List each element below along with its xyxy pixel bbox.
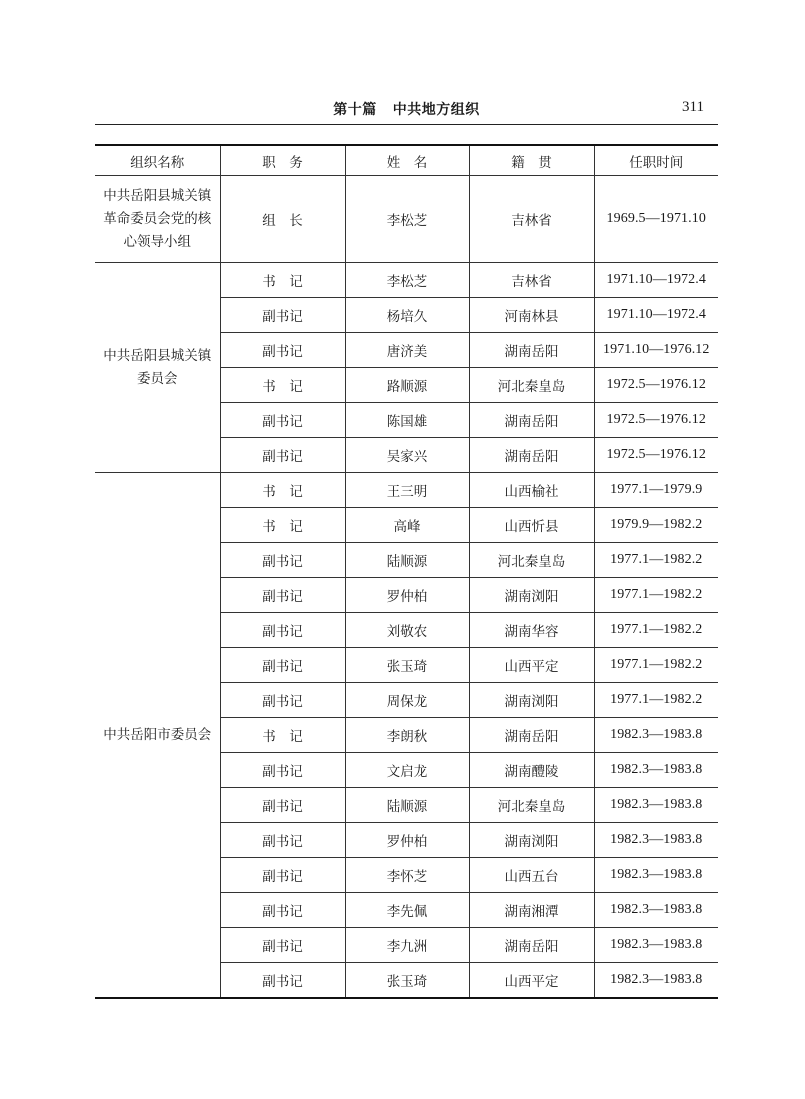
- position-cell: 副书记: [220, 753, 345, 788]
- position-cell: 组 长: [220, 176, 345, 263]
- term-cell: 1982.3—1983.8: [594, 753, 718, 788]
- origin-cell: 山西忻县: [469, 508, 594, 543]
- position-cell: 副书记: [220, 683, 345, 718]
- origin-cell: 河北秦皇岛: [469, 368, 594, 403]
- running-header: [95, 99, 718, 119]
- origin-cell: 河北秦皇岛: [469, 788, 594, 823]
- term-cell: 1982.3—1983.8: [594, 718, 718, 753]
- term-cell: 1982.3—1983.8: [594, 858, 718, 893]
- term-cell: 1982.3—1983.8: [594, 788, 718, 823]
- name-cell: 李先佩: [345, 893, 469, 928]
- origin-cell: 湖南岳阳: [469, 438, 594, 473]
- page-number: 311: [682, 99, 704, 115]
- name-cell: 路顺源: [345, 368, 469, 403]
- column-header-name: 姓 名: [345, 145, 469, 176]
- term-cell: 1977.1—1982.2: [594, 578, 718, 613]
- term-cell: 1982.3—1983.8: [594, 893, 718, 928]
- term-cell: 1979.9—1982.2: [594, 508, 718, 543]
- name-cell: 陆顺源: [345, 543, 469, 578]
- organization-name-line: 革命委员会党的核: [103, 210, 212, 227]
- chapter-title: 中共地方组织: [392, 102, 480, 118]
- position-cell: 副书记: [220, 438, 345, 473]
- term-cell: 1982.3—1983.8: [594, 963, 718, 999]
- table-body: [95, 176, 718, 999]
- origin-cell: 河北秦皇岛: [469, 543, 594, 578]
- table-row: [95, 473, 718, 508]
- name-cell: 刘敬农: [345, 613, 469, 648]
- position-cell: 副书记: [220, 403, 345, 438]
- column-header-origin: 籍 贯: [469, 145, 594, 176]
- position-cell: 书 记: [220, 263, 345, 298]
- term-cell: 1971.10—1976.12: [594, 333, 718, 368]
- name-cell: 陈国雄: [345, 403, 469, 438]
- term-cell: 1972.5—1976.12: [594, 438, 718, 473]
- position-cell: 副书记: [220, 298, 345, 333]
- name-cell: 罗仲柏: [345, 823, 469, 858]
- organization-name-line: 中共岳阳市委员会: [103, 726, 212, 743]
- term-cell: 1977.1—1982.2: [594, 543, 718, 578]
- position-cell: 书 记: [220, 718, 345, 753]
- name-cell: 李松芝: [345, 176, 469, 263]
- origin-cell: 山西五台: [469, 858, 594, 893]
- organization-name-line: 心领导小组: [123, 233, 191, 250]
- origin-cell: 湖南岳阳: [469, 333, 594, 368]
- column-header-org: 组织名称: [95, 145, 220, 176]
- name-cell: 唐济美: [345, 333, 469, 368]
- position-cell: 书 记: [220, 508, 345, 543]
- position-cell: 副书记: [220, 823, 345, 858]
- term-cell: 1969.5—1971.10: [594, 176, 718, 263]
- name-cell: 罗仲柏: [345, 578, 469, 613]
- name-cell: 李九洲: [345, 928, 469, 963]
- position-cell: 副书记: [220, 788, 345, 823]
- origin-cell: 湖南华容: [469, 613, 594, 648]
- origin-cell: 湖南浏阳: [469, 683, 594, 718]
- position-cell: 副书记: [220, 648, 345, 683]
- term-cell: 1977.1—1982.2: [594, 648, 718, 683]
- term-cell: 1972.5—1976.12: [594, 403, 718, 438]
- organization-name-line: 中共岳阳县城关镇: [103, 187, 212, 204]
- origin-cell: 湖南浏阳: [469, 823, 594, 858]
- column-header-term: 任职时间: [594, 145, 718, 176]
- origin-cell: 湖南岳阳: [469, 403, 594, 438]
- name-cell: 李松芝: [345, 263, 469, 298]
- origin-cell: 湖南湘潭: [469, 893, 594, 928]
- position-cell: 副书记: [220, 333, 345, 368]
- origin-cell: 湖南浏阳: [469, 578, 594, 613]
- origin-cell: 吉林省: [469, 176, 594, 263]
- term-cell: 1982.3—1983.8: [594, 928, 718, 963]
- origin-cell: 湖南醴陵: [469, 753, 594, 788]
- organization-name: [95, 176, 220, 263]
- position-cell: 副书记: [220, 928, 345, 963]
- name-cell: 周保龙: [345, 683, 469, 718]
- term-cell: 1971.10—1972.4: [594, 263, 718, 298]
- organization-name: [95, 263, 220, 473]
- officials-table: [95, 144, 718, 999]
- term-cell: 1977.1—1979.9: [594, 473, 718, 508]
- name-cell: 陆顺源: [345, 788, 469, 823]
- position-cell: 副书记: [220, 963, 345, 999]
- table-row: [95, 176, 718, 263]
- origin-cell: 山西榆社: [469, 473, 594, 508]
- table-row: [95, 263, 718, 298]
- origin-cell: 河南林县: [469, 298, 594, 333]
- header-rule: [95, 124, 718, 125]
- origin-cell: 山西平定: [469, 963, 594, 999]
- name-cell: 李怀芝: [345, 858, 469, 893]
- term-cell: 1971.10—1972.4: [594, 298, 718, 333]
- name-cell: 文启龙: [345, 753, 469, 788]
- name-cell: 吴家兴: [345, 438, 469, 473]
- name-cell: 李朗秋: [345, 718, 469, 753]
- organization-name-line: 中共岳阳县城关镇: [103, 347, 212, 364]
- page-header: [95, 96, 718, 122]
- position-cell: 书 记: [220, 368, 345, 403]
- name-cell: 王三明: [345, 473, 469, 508]
- name-cell: 张玉琦: [345, 963, 469, 999]
- position-cell: 副书记: [220, 858, 345, 893]
- chapter-label: 第十篇: [333, 102, 377, 118]
- position-cell: 书 记: [220, 473, 345, 508]
- origin-cell: 湖南岳阳: [469, 718, 594, 753]
- origin-cell: 湖南岳阳: [469, 928, 594, 963]
- term-cell: 1972.5—1976.12: [594, 368, 718, 403]
- name-cell: 张玉琦: [345, 648, 469, 683]
- position-cell: 副书记: [220, 613, 345, 648]
- term-cell: 1977.1—1982.2: [594, 683, 718, 718]
- column-header-position: 职 务: [220, 145, 345, 176]
- position-cell: 副书记: [220, 578, 345, 613]
- name-cell: 高峰: [345, 508, 469, 543]
- term-cell: 1982.3—1983.8: [594, 823, 718, 858]
- position-cell: 副书记: [220, 543, 345, 578]
- position-cell: 副书记: [220, 893, 345, 928]
- name-cell: 杨培久: [345, 298, 469, 333]
- origin-cell: 山西平定: [469, 648, 594, 683]
- origin-cell: 吉林省: [469, 263, 594, 298]
- table-header-row: [95, 145, 718, 176]
- organization-name-line: 委员会: [137, 370, 178, 387]
- organization-name: [95, 473, 220, 999]
- term-cell: 1977.1—1982.2: [594, 613, 718, 648]
